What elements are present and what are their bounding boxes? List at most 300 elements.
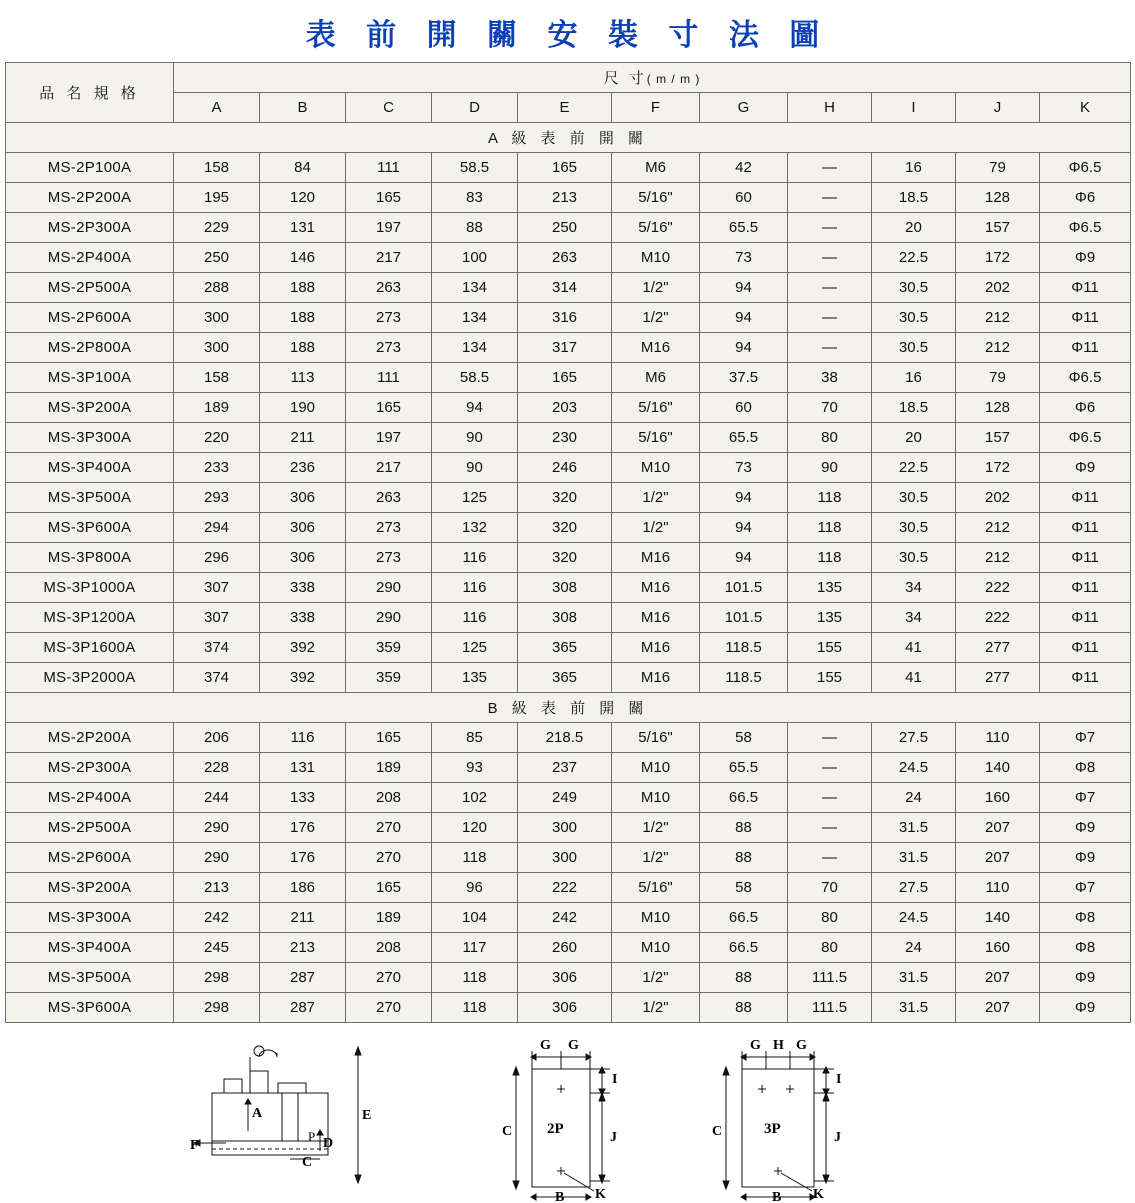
cell-F: 5/16" xyxy=(612,723,700,753)
cell-C: 273 xyxy=(346,513,432,543)
cell-J: 202 xyxy=(956,273,1040,303)
cell-H: 70 xyxy=(788,873,872,903)
cell-G: 65.5 xyxy=(700,423,788,453)
cell-E: 165 xyxy=(518,363,612,393)
label-3p-H: H xyxy=(773,1038,784,1053)
cell-G: 58 xyxy=(700,873,788,903)
cell-E: 249 xyxy=(518,783,612,813)
cell-C: 270 xyxy=(346,963,432,993)
cell-J: 212 xyxy=(956,543,1040,573)
table-row xyxy=(6,243,1131,273)
cell-J: 110 xyxy=(956,723,1040,753)
cell-J: 128 xyxy=(956,393,1040,423)
cell-H: — xyxy=(788,783,872,813)
front-3p-title: 3P xyxy=(764,1121,781,1137)
cell-F: 5/16" xyxy=(612,213,700,243)
cell-C: 270 xyxy=(346,993,432,1023)
cell-K: Φ8 xyxy=(1040,903,1131,933)
cell-I: 30.5 xyxy=(872,483,956,513)
cell-J: 207 xyxy=(956,963,1040,993)
cell-H: 135 xyxy=(788,573,872,603)
cell-K: Φ11 xyxy=(1040,573,1131,603)
cell-K: Φ7 xyxy=(1040,783,1131,813)
cell-J: 157 xyxy=(956,423,1040,453)
label-F: F xyxy=(190,1138,199,1153)
cell-model: MS-3P100A xyxy=(6,363,174,393)
cell-model: MS-3P300A xyxy=(6,903,174,933)
col-J: J xyxy=(956,93,1040,123)
cell-I: 27.5 xyxy=(872,873,956,903)
cell-model: MS-2P500A xyxy=(6,273,174,303)
cell-G: 94 xyxy=(700,513,788,543)
cell-F: M6 xyxy=(612,153,700,183)
cell-E: 300 xyxy=(518,813,612,843)
cell-D: 88 xyxy=(432,213,518,243)
table-row xyxy=(6,183,1131,213)
cell-G: 65.5 xyxy=(700,753,788,783)
side-view-drawing xyxy=(190,1031,430,1201)
table-row xyxy=(6,153,1131,183)
cell-A: 220 xyxy=(174,423,260,453)
cell-K: Φ6 xyxy=(1040,183,1131,213)
cell-K: Φ11 xyxy=(1040,513,1131,543)
cell-C: 290 xyxy=(346,573,432,603)
cell-D: 93 xyxy=(432,753,518,783)
cell-D: 116 xyxy=(432,603,518,633)
col-G: G xyxy=(700,93,788,123)
cell-H: 118 xyxy=(788,543,872,573)
col-C: C xyxy=(346,93,432,123)
cell-H: 155 xyxy=(788,663,872,693)
cell-D: 100 xyxy=(432,243,518,273)
table-row xyxy=(6,753,1131,783)
cell-H: — xyxy=(788,723,872,753)
cell-E: 246 xyxy=(518,453,612,483)
cell-model: MS-2P300A xyxy=(6,213,174,243)
cell-F: 1/2" xyxy=(612,843,700,873)
cell-F: M16 xyxy=(612,603,700,633)
cell-K: Φ11 xyxy=(1040,273,1131,303)
table-row xyxy=(6,993,1131,1023)
cell-model: MS-2P100A xyxy=(6,153,174,183)
cell-D: 125 xyxy=(432,633,518,663)
cell-J: 79 xyxy=(956,363,1040,393)
cell-H: — xyxy=(788,333,872,363)
cell-H: — xyxy=(788,753,872,783)
cell-E: 165 xyxy=(518,153,612,183)
cell-B: 306 xyxy=(260,483,346,513)
cell-B: 131 xyxy=(260,213,346,243)
col-A: A xyxy=(174,93,260,123)
label-3p-G-left: G xyxy=(750,1038,761,1053)
cell-A: 298 xyxy=(174,963,260,993)
cell-D: 118 xyxy=(432,963,518,993)
cell-K: Φ8 xyxy=(1040,933,1131,963)
cell-C: 273 xyxy=(346,333,432,363)
cell-model: MS-2P400A xyxy=(6,243,174,273)
cell-E: 320 xyxy=(518,483,612,513)
cell-J: 202 xyxy=(956,483,1040,513)
cell-E: 218.5 xyxy=(518,723,612,753)
label-2p-J: J xyxy=(610,1130,617,1145)
cell-B: 338 xyxy=(260,603,346,633)
cell-E: 250 xyxy=(518,213,612,243)
cell-G: 118.5 xyxy=(700,663,788,693)
cell-I: 18.5 xyxy=(872,183,956,213)
cell-K: Φ7 xyxy=(1040,723,1131,753)
cell-model: MS-3P600A xyxy=(6,513,174,543)
table-row xyxy=(6,663,1131,693)
cell-model: MS-2P600A xyxy=(6,843,174,873)
label-A: A xyxy=(252,1106,263,1121)
cell-J: 172 xyxy=(956,453,1040,483)
cell-I: 30.5 xyxy=(872,333,956,363)
cell-B: 211 xyxy=(260,903,346,933)
cell-C: 263 xyxy=(346,483,432,513)
front-2p-title: 2P xyxy=(547,1121,564,1137)
cell-I: 22.5 xyxy=(872,243,956,273)
cell-H: 90 xyxy=(788,453,872,483)
cell-D: 134 xyxy=(432,333,518,363)
label-E: E xyxy=(362,1108,372,1123)
cell-K: Φ11 xyxy=(1040,303,1131,333)
section-header-row xyxy=(6,123,1131,153)
cell-B: 146 xyxy=(260,243,346,273)
cell-A: 189 xyxy=(174,393,260,423)
cell-I: 31.5 xyxy=(872,843,956,873)
cell-A: 245 xyxy=(174,933,260,963)
cell-I: 34 xyxy=(872,573,956,603)
cell-C: 273 xyxy=(346,543,432,573)
cell-I: 30.5 xyxy=(872,273,956,303)
cell-model: MS-2P800A xyxy=(6,333,174,363)
cell-F: M6 xyxy=(612,363,700,393)
cell-E: 213 xyxy=(518,183,612,213)
col-D: D xyxy=(432,93,518,123)
cell-D: 125 xyxy=(432,483,518,513)
cell-J: 222 xyxy=(956,573,1040,603)
cell-G: 60 xyxy=(700,183,788,213)
section-header-label: B 級 表 前 開 關 xyxy=(6,693,1131,723)
cell-A: 158 xyxy=(174,153,260,183)
cell-A: 213 xyxy=(174,873,260,903)
cell-G: 101.5 xyxy=(700,603,788,633)
cell-J: 277 xyxy=(956,633,1040,663)
cell-I: 31.5 xyxy=(872,813,956,843)
cell-K: Φ7 xyxy=(1040,873,1131,903)
cell-I: 34 xyxy=(872,603,956,633)
label-3p-B: B xyxy=(772,1190,782,1201)
cell-D: 83 xyxy=(432,183,518,213)
cell-H: 155 xyxy=(788,633,872,663)
cell-C: 189 xyxy=(346,753,432,783)
cell-D: 135 xyxy=(432,663,518,693)
cell-E: 308 xyxy=(518,603,612,633)
cell-E: 365 xyxy=(518,663,612,693)
table-row xyxy=(6,543,1131,573)
cell-model: MS-3P2000A xyxy=(6,663,174,693)
cell-C: 217 xyxy=(346,243,432,273)
cell-F: M16 xyxy=(612,573,700,603)
cell-J: 172 xyxy=(956,243,1040,273)
cell-C: 290 xyxy=(346,603,432,633)
cell-I: 16 xyxy=(872,363,956,393)
cell-G: 73 xyxy=(700,243,788,273)
cell-H: 135 xyxy=(788,603,872,633)
cell-B: 116 xyxy=(260,723,346,753)
cell-J: 110 xyxy=(956,873,1040,903)
cell-E: 306 xyxy=(518,993,612,1023)
cell-H: — xyxy=(788,303,872,333)
label-3p-I: I xyxy=(836,1072,842,1087)
table-row xyxy=(6,573,1131,603)
cell-F: 1/2" xyxy=(612,483,700,513)
cell-A: 296 xyxy=(174,543,260,573)
cell-K: Φ11 xyxy=(1040,333,1131,363)
cell-C: 270 xyxy=(346,843,432,873)
cell-C: 263 xyxy=(346,273,432,303)
cell-I: 22.5 xyxy=(872,453,956,483)
cell-E: 316 xyxy=(518,303,612,333)
cell-C: 217 xyxy=(346,453,432,483)
cell-model: MS-3P500A xyxy=(6,483,174,513)
cell-A: 374 xyxy=(174,633,260,663)
cell-G: 94 xyxy=(700,303,788,333)
cell-H: 118 xyxy=(788,513,872,543)
cell-B: 211 xyxy=(260,423,346,453)
table-row xyxy=(6,423,1131,453)
cell-model: MS-3P300A xyxy=(6,423,174,453)
cell-E: 260 xyxy=(518,933,612,963)
cell-C: 111 xyxy=(346,153,432,183)
cell-A: 300 xyxy=(174,333,260,363)
cell-C: 165 xyxy=(346,873,432,903)
cell-D: 85 xyxy=(432,723,518,753)
cell-E: 230 xyxy=(518,423,612,453)
table-row xyxy=(6,363,1131,393)
cell-G: 42 xyxy=(700,153,788,183)
cell-J: 222 xyxy=(956,603,1040,633)
cell-J: 140 xyxy=(956,753,1040,783)
cell-G: 60 xyxy=(700,393,788,423)
cell-model: MS-2P200A xyxy=(6,723,174,753)
cell-I: 30.5 xyxy=(872,303,956,333)
cell-C: 189 xyxy=(346,903,432,933)
cell-G: 73 xyxy=(700,453,788,483)
cell-F: M10 xyxy=(612,453,700,483)
cell-F: 1/2" xyxy=(612,993,700,1023)
cell-B: 236 xyxy=(260,453,346,483)
cell-I: 27.5 xyxy=(872,723,956,753)
cell-D: 58.5 xyxy=(432,363,518,393)
cell-E: 306 xyxy=(518,963,612,993)
cell-D: 118 xyxy=(432,843,518,873)
cell-C: 359 xyxy=(346,663,432,693)
cell-I: 31.5 xyxy=(872,963,956,993)
cell-K: Φ11 xyxy=(1040,603,1131,633)
cell-C: 208 xyxy=(346,783,432,813)
cell-B: 306 xyxy=(260,543,346,573)
cell-K: Φ8 xyxy=(1040,753,1131,783)
cell-E: 365 xyxy=(518,633,612,663)
cell-D: 118 xyxy=(432,993,518,1023)
cell-D: 104 xyxy=(432,903,518,933)
label-3p-J: J xyxy=(834,1130,841,1145)
cell-A: 307 xyxy=(174,573,260,603)
cell-D: 116 xyxy=(432,573,518,603)
cell-F: M16 xyxy=(612,633,700,663)
cell-A: 300 xyxy=(174,303,260,333)
cell-J: 207 xyxy=(956,813,1040,843)
cell-E: 237 xyxy=(518,753,612,783)
cell-J: 207 xyxy=(956,993,1040,1023)
cell-B: 213 xyxy=(260,933,346,963)
col-I: I xyxy=(872,93,956,123)
cell-K: Φ6.5 xyxy=(1040,213,1131,243)
cell-I: 20 xyxy=(872,423,956,453)
cell-G: 37.5 xyxy=(700,363,788,393)
cell-A: 374 xyxy=(174,663,260,693)
cell-H: 80 xyxy=(788,423,872,453)
cell-C: 270 xyxy=(346,813,432,843)
cell-F: M10 xyxy=(612,933,700,963)
cell-D: 134 xyxy=(432,303,518,333)
cell-J: 212 xyxy=(956,513,1040,543)
cell-G: 88 xyxy=(700,963,788,993)
cell-model: MS-3P400A xyxy=(6,933,174,963)
cell-I: 24 xyxy=(872,783,956,813)
table-row xyxy=(6,963,1131,993)
cell-K: Φ6.5 xyxy=(1040,153,1131,183)
cell-B: 131 xyxy=(260,753,346,783)
cell-H: — xyxy=(788,273,872,303)
cell-B: 287 xyxy=(260,963,346,993)
cell-K: Φ9 xyxy=(1040,453,1131,483)
cell-B: 113 xyxy=(260,363,346,393)
cell-B: 176 xyxy=(260,843,346,873)
cell-E: 222 xyxy=(518,873,612,903)
cell-F: M10 xyxy=(612,753,700,783)
cell-D: 134 xyxy=(432,273,518,303)
table-row xyxy=(6,843,1131,873)
cell-G: 88 xyxy=(700,993,788,1023)
cell-model: MS-2P500A xyxy=(6,813,174,843)
cell-F: M10 xyxy=(612,783,700,813)
cell-H: 80 xyxy=(788,903,872,933)
front-view-2p-drawing xyxy=(490,1031,660,1201)
cell-H: 111.5 xyxy=(788,963,872,993)
cell-F: M16 xyxy=(612,333,700,363)
cell-F: 5/16" xyxy=(612,873,700,903)
dimension-table xyxy=(5,62,1131,1023)
cell-I: 24.5 xyxy=(872,903,956,933)
cell-C: 165 xyxy=(346,393,432,423)
cell-B: 133 xyxy=(260,783,346,813)
table-row xyxy=(6,813,1131,843)
col-H: H xyxy=(788,93,872,123)
cell-model: MS-3P1600A xyxy=(6,633,174,663)
cell-G: 65.5 xyxy=(700,213,788,243)
cell-D: 116 xyxy=(432,543,518,573)
cell-G: 58 xyxy=(700,723,788,753)
cell-K: Φ11 xyxy=(1040,483,1131,513)
header-dimension-unit: ( m / m ) xyxy=(646,72,701,86)
cell-C: 208 xyxy=(346,933,432,963)
cell-C: 273 xyxy=(346,303,432,333)
label-2p-C: C xyxy=(502,1124,513,1139)
col-F: F xyxy=(612,93,700,123)
cell-I: 41 xyxy=(872,663,956,693)
table-row xyxy=(6,303,1131,333)
label-C: C xyxy=(302,1155,313,1170)
cell-model: MS-3P600A xyxy=(6,993,174,1023)
cell-B: 392 xyxy=(260,633,346,663)
table-row xyxy=(6,333,1131,363)
cell-F: M16 xyxy=(612,663,700,693)
cell-J: 128 xyxy=(956,183,1040,213)
header-product-name: 品 名 規 格 xyxy=(6,63,174,123)
cell-A: 244 xyxy=(174,783,260,813)
cell-A: 195 xyxy=(174,183,260,213)
cell-E: 317 xyxy=(518,333,612,363)
cell-J: 157 xyxy=(956,213,1040,243)
header-dimension-text: 尺 寸 xyxy=(603,70,647,87)
page-title: 表 前 開 關 安 裝 寸 法 圖 xyxy=(305,18,830,53)
cell-E: 320 xyxy=(518,513,612,543)
table-row xyxy=(6,453,1131,483)
cell-model: MS-2P400A xyxy=(6,783,174,813)
cell-J: 212 xyxy=(956,303,1040,333)
table-row xyxy=(6,393,1131,423)
cell-B: 186 xyxy=(260,873,346,903)
cell-F: 1/2" xyxy=(612,273,700,303)
cell-A: 250 xyxy=(174,243,260,273)
cell-I: 31.5 xyxy=(872,993,956,1023)
cell-G: 66.5 xyxy=(700,783,788,813)
cell-F: 1/2" xyxy=(612,513,700,543)
cell-model: MS-3P1200A xyxy=(6,603,174,633)
cell-G: 66.5 xyxy=(700,903,788,933)
cell-K: Φ11 xyxy=(1040,633,1131,663)
cell-J: 212 xyxy=(956,333,1040,363)
cell-E: 203 xyxy=(518,393,612,423)
cell-model: MS-3P800A xyxy=(6,543,174,573)
cell-model: MS-2P300A xyxy=(6,753,174,783)
cell-D: 102 xyxy=(432,783,518,813)
label-3p-C: C xyxy=(712,1124,723,1139)
cell-I: 41 xyxy=(872,633,956,663)
cell-G: 94 xyxy=(700,333,788,363)
table-row xyxy=(6,723,1131,753)
cell-B: 120 xyxy=(260,183,346,213)
cell-D: 58.5 xyxy=(432,153,518,183)
cell-F: 1/2" xyxy=(612,963,700,993)
cell-K: Φ9 xyxy=(1040,243,1131,273)
cell-H: — xyxy=(788,243,872,273)
cell-B: 392 xyxy=(260,663,346,693)
label-2p-K: K xyxy=(595,1187,606,1201)
label-P: P xyxy=(308,1129,316,1144)
table-row xyxy=(6,273,1131,303)
cell-B: 176 xyxy=(260,813,346,843)
cell-B: 287 xyxy=(260,993,346,1023)
cell-I: 30.5 xyxy=(872,513,956,543)
label-2p-G-right: G xyxy=(568,1038,579,1053)
cell-A: 233 xyxy=(174,453,260,483)
table-row xyxy=(6,633,1131,663)
cell-B: 188 xyxy=(260,303,346,333)
cell-model: MS-3P200A xyxy=(6,873,174,903)
